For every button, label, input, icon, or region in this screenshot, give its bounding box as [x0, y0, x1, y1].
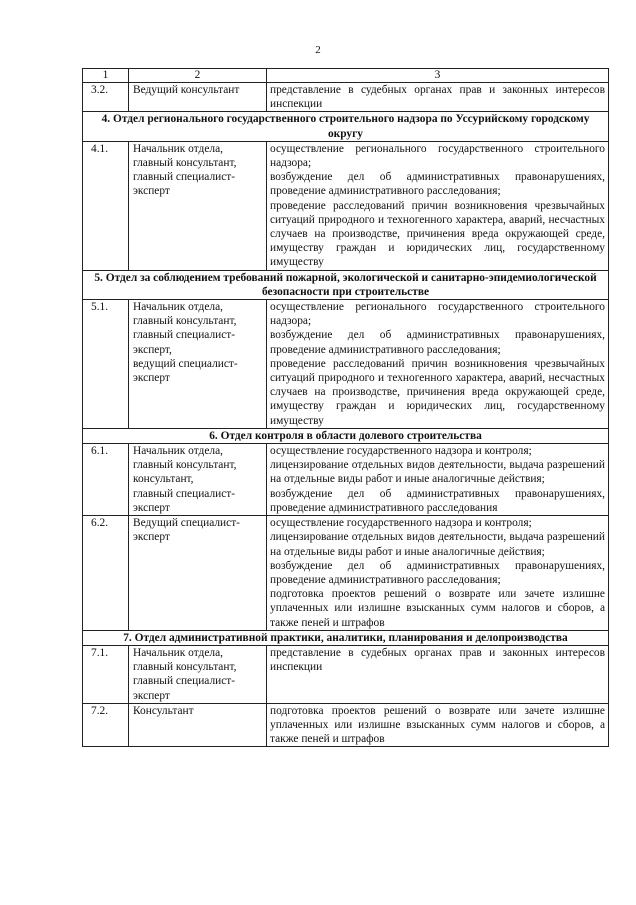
duties-cell [267, 141, 609, 270]
duty-text: проведение расследований причин возникновения чрезвычайных ситуаций природного и техногенного характера, аварий, несчастных случаев на производстве, причинения вреда окружающей среде, имуществу граждан и юридических лиц, государственному имуществу [270, 357, 605, 427]
position-title: консультант, [133, 473, 194, 486]
header-col-1: 1 [83, 69, 129, 83]
position-title: Начальник отдела, [133, 445, 223, 458]
position-title: Начальник отдела, [133, 301, 223, 314]
position-title: Ведущий консультант [133, 84, 240, 96]
table-header-row [83, 69, 609, 83]
staff-duties-table [82, 68, 609, 747]
position-title: главный консультант, [133, 459, 237, 472]
duty-text: проведение расследований причин возникновения чрезвычайных ситуаций природного и техногенного характера, аварий, несчастных случаев на производстве, причинения вреда окружающей среде, имуществу граждан и юридических лиц, государственному имуществу [270, 199, 605, 269]
section-title: 5. Отдел за соблюдением требований пожарной, экологической и санитарно-эпидемиологической безопасности при строительстве [83, 270, 609, 299]
position-title: эксперт [133, 501, 170, 514]
duties-cell [267, 300, 609, 429]
position-cell [129, 645, 267, 703]
duty-text: осуществление регионального государственного строительного надзора; [270, 301, 605, 328]
row-number: 4.1. [83, 141, 129, 270]
row-number: 6.2. [83, 516, 129, 631]
table-row [83, 444, 609, 516]
duty-text: подготовка проектов решений о возврате или зачете излишне уплаченных или излишне взысканных сумм налогов и сборов, а также пеней и штрафов [270, 704, 605, 746]
position-cell [129, 516, 267, 631]
header-col-2: 2 [129, 69, 267, 83]
position-title: эксперт [133, 372, 170, 385]
section-title: 4. Отдел регионального государственного строительного надзора по Уссурийскому городскому округу [83, 112, 609, 141]
position-title: главный специалист- [133, 487, 236, 500]
position-title: Консультант [133, 704, 194, 717]
duties-cell [267, 645, 609, 703]
position-title: главный специалист- [133, 171, 236, 184]
duty-text: лицензирование отдельных видов деятельности, выдача разрешений на отдельные виды работ и иные аналогичные действия; [270, 459, 605, 486]
duties-cell [267, 444, 609, 516]
page-number: 2 [315, 44, 321, 56]
position-title: эксперт [133, 531, 170, 544]
duty-text: лицензирование отдельных видов деятельности, выдача разрешений на отдельные виды работ и иные аналогичные действия; [270, 531, 605, 558]
position-title: Начальник отдела, [133, 646, 223, 659]
row-number: 6.1. [83, 444, 129, 516]
duties-cell [267, 703, 609, 747]
position-title: Ведущий специалист- [133, 517, 240, 530]
table-row [83, 141, 609, 270]
table-row [83, 703, 609, 747]
position-cell [129, 444, 267, 516]
section-header-row [83, 112, 609, 141]
table-row [83, 645, 609, 703]
row-number: 3.2. [83, 83, 129, 112]
row-number: 5.1. [83, 300, 129, 429]
position-cell [129, 83, 267, 112]
position-title: эксперт, [133, 343, 172, 356]
table-row [83, 516, 609, 631]
section-title: 6. Отдел контроля в области долевого строительства [83, 428, 609, 443]
row-number: 7.1. [83, 645, 129, 703]
table-row [83, 83, 609, 112]
duties-cell [267, 516, 609, 631]
position-title: ведущий специалист- [133, 357, 238, 370]
position-cell [129, 300, 267, 429]
duty-text: осуществление регионального государственного строительного надзора; [270, 142, 605, 170]
row-number: 7.2. [83, 703, 129, 747]
position-title: главный консультант, [133, 157, 237, 170]
section-header-row [83, 428, 609, 443]
duty-text: возбуждение дел об административных правонарушениях, проведение административного расследования; [270, 171, 605, 198]
position-title: главный консультант, [133, 661, 237, 674]
duty-text: осуществление государственного надзора и контроля; [270, 445, 532, 458]
duties-cell [267, 83, 609, 112]
header-col-3: 3 [267, 69, 609, 83]
position-cell [129, 141, 267, 270]
duty-text: представление в судебных органах прав и законных интересов инспекции [270, 84, 605, 111]
duty-text: возбуждение дел об административных правонарушениях, проведение административного расследования [270, 487, 605, 514]
position-title: главный специалист- [133, 675, 236, 688]
section-title: 7. Отдел административной практики, аналитики, планирования и делопроизводства [83, 630, 609, 645]
duty-text: подготовка проектов решений о возврате или зачете излишне уплаченных или излишне взысканных сумм налогов и сборов, а также пеней и штрафов [270, 588, 605, 629]
duty-text: возбуждение дел об административных правонарушениях, проведение административного расследования; [270, 559, 605, 586]
section-header-row [83, 270, 609, 299]
position-cell [129, 703, 267, 747]
duty-text: возбуждение дел об административных правонарушениях, проведение административного расследования; [270, 329, 605, 356]
duty-text: осуществление государственного надзора и контроля; [270, 517, 532, 530]
position-title: главный специалист- [133, 329, 236, 342]
section-header-row [83, 630, 609, 645]
position-title: главный консультант, [133, 315, 237, 328]
position-title: эксперт [133, 689, 170, 702]
position-title: эксперт [133, 185, 170, 198]
duty-text: представление в судебных органах прав и законных интересов инспекции [270, 646, 605, 674]
table-row [83, 300, 609, 429]
position-title: Начальник отдела, [133, 142, 223, 155]
